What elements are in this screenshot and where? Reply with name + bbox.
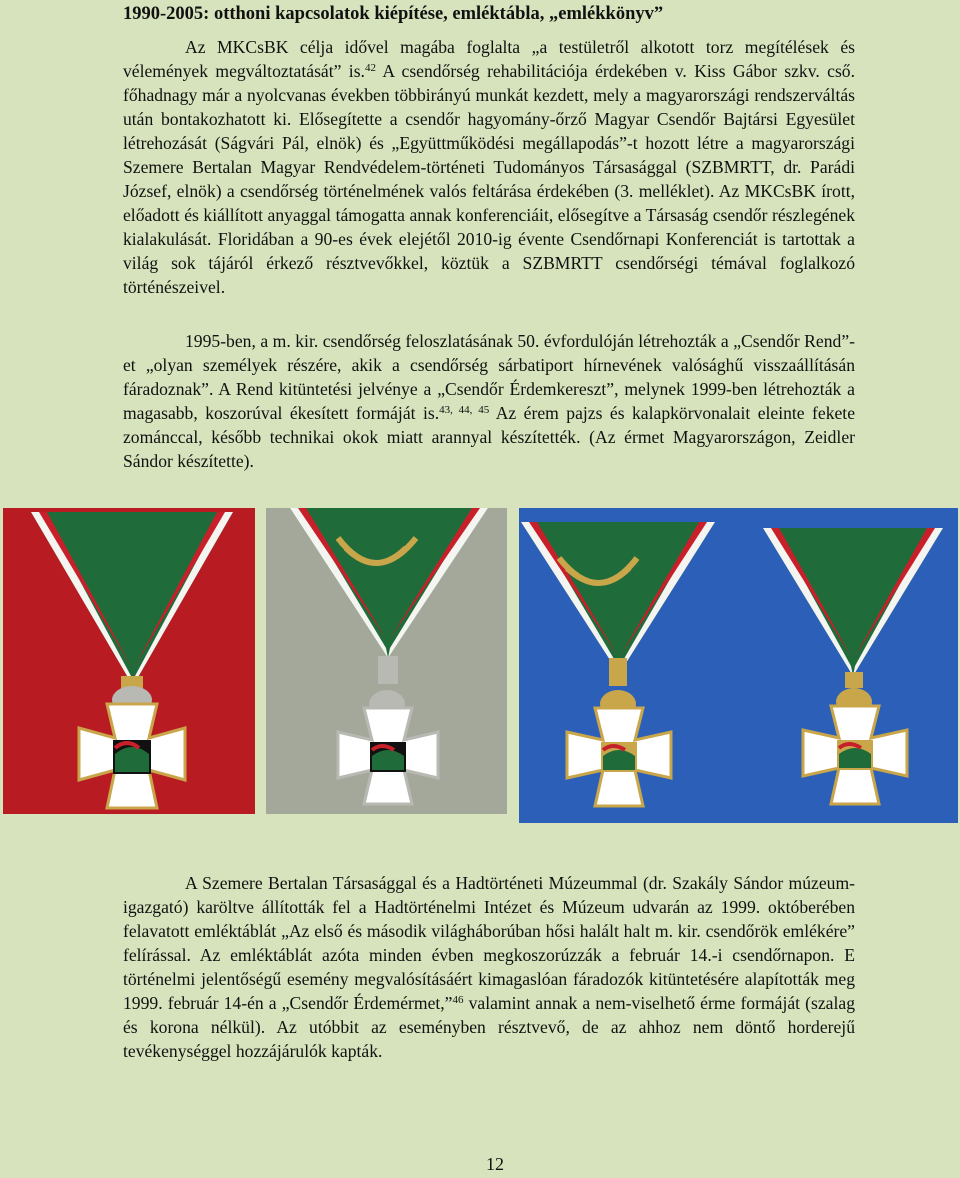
- paragraph-3: [123, 871, 855, 1063]
- page-number: 12: [486, 1154, 504, 1174]
- medal-photo-red-background: [3, 508, 255, 814]
- medal-photo-with-laurel-grey-background: [266, 508, 507, 814]
- section-heading: 1990-2005: otthoni kapcsolatok kiépítése, emléktábla, „emlékkönyv”: [123, 4, 664, 24]
- footnote-ref-43-45[interactable]: 43, 44, 45: [439, 404, 490, 416]
- paragraph-2-text-a: 1995-ben, a m. kir. csendőrség feloszlatásának 50. évfordulóján létrehozták a „Csendőr Rend”-et „olyan személyek részére, akik a csendőrség sárbatiport hírnevének valósághű visszaállításán fáradoznak”. A Rend kitüntetési jelvénye a „Csendőr Érdemkereszt”, melynek 1999-ben létrehozták a magasabb, koszorúval ékesített formáját is.: [123, 331, 855, 423]
- paragraph-3-text-b: valamint annak a nem-viselhető érme formáját (szalag és korona nélkül). Az utóbbit az eseményben résztvevő, de az ahhoz nem döntő horderejű tevékenységgel hozzájárulók kapták.: [123, 993, 855, 1061]
- paragraph-1: [123, 35, 855, 299]
- paragraph-1-text-b: A csendőrség rehabilitációja érdekében v. Kiss Gábor szkv. cső. főhadnagy már a nyolcvanas években többirányú munkát kezdett, mely a magyarországi rendszerváltás után bontakozhatott ki. Elősegítette a csendőr hagyomány-őrző Magyar Csendőr Bajtársi Egyesület létrehozását (Ságvári Pál, elnök) és „Együttműködési megállapodás”-t hozott létre a magyarországi Szemere Bertalan Magyar Rendvédelem-történeti Tudományos Társasággal (SZBMRTT, dr. Parádi József, elnök) a csendőrség történelmének valós feltárása érdekében (3. melléklet). Az MKCsBK írott, előadott és kiállított anyaggal támogatta annak konferenciáit, elősegítve a Társaság csendőr részlegének kialakulását. Floridában a 90-es évek elejétől 2010-ig évente Csendőrnapi Konferenciát is tartottak a világ sok tájáról érkező résztvevőkkel, köztük a SZBMRTT csendőrségi témával foglalkozó történészeivel.: [123, 61, 855, 297]
- paragraph-1-text-a: Az MKCsBK célja idővel magába foglalta „a testületről alkotott torz megítélések és vélemények megváltoztatását” is.: [123, 37, 855, 81]
- footnote-ref-46[interactable]: 46: [452, 994, 464, 1006]
- medal-photo-two-medals-blue-background: [519, 508, 958, 823]
- paragraph-2-text-b: Az érem pajzs és kalapkörvonalait eleinte fekete zománccal, később technikai okok miatt arannyal készítették. (Az érmet Magyarországon, Zeidler Sándor készítette).: [123, 403, 856, 471]
- footnote-ref-42[interactable]: 42: [364, 62, 376, 74]
- paragraph-3-text-a: A Szemere Bertalan Társasággal és a Hadtörténeti Múzeummal (dr. Szakály Sándor múzeum-igazgató) karöltve állították fel a Hadtörténelmi Intézet és Múzeum udvarán az 1999. októberében felavatott emléktáblát „Az első és második világháborúban hősi halált halt m. kir. csendőrök emlékére” felírással. Az emléktáblát azóta minden évben megkoszorúzzák a február 14.-i csendőrnapon. E történelmi jelentőségű esemény megvalósításáért kimagaslóan fáradozók kitüntetésére alapították meg 1999. február 14-én a „Csendőr Érdemérmet,”: [123, 873, 855, 1013]
- paragraph-2: [123, 329, 855, 473]
